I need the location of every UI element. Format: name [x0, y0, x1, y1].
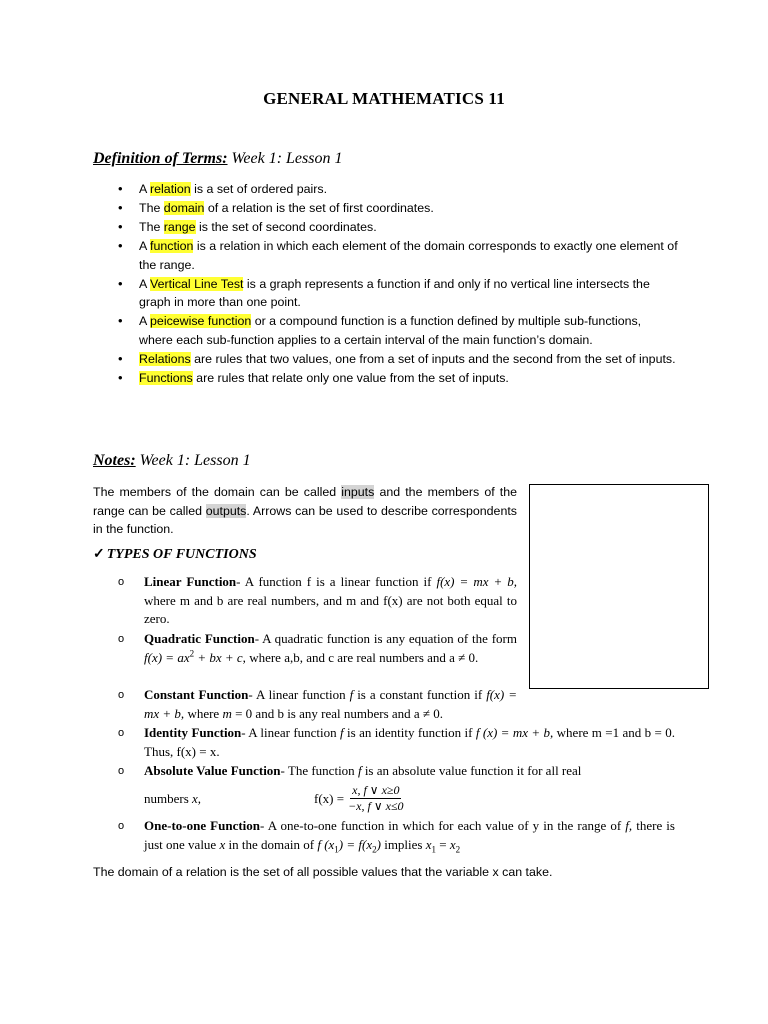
- circle-bullet-icon: o: [118, 689, 125, 701]
- piecewise-top: x, f ∨ x≥0: [352, 783, 400, 797]
- types-heading-label: TYPES OF FUNCTIONS: [106, 547, 257, 562]
- notes-heading-label: Notes:: [93, 452, 136, 469]
- empty-figure-box: [529, 484, 709, 689]
- definition-item: • A function is a relation in which each element of the domain corresponds to exactly one element of the range.: [118, 237, 678, 274]
- piecewise-bottom: −x, f ∨ x≤0: [348, 799, 404, 813]
- page-title: GENERAL MATHEMATICS 11: [263, 89, 505, 108]
- notes-heading-sub: Week 1: Lesson 1: [139, 452, 251, 469]
- circle-bullet-icon: o: [118, 820, 125, 832]
- notes-intro-paragraph: The members of the domain can be called inputs and the members of the range can be called outputs. Arrows can be used to describe correspondents in the function.: [93, 485, 517, 536]
- checkmark-icon: ✓: [93, 547, 105, 562]
- absolute-value-piecewise-formula: f(x) = $\frac{x, f \vee x\ge 0}{-x, f \vee x\le 0}$: [314, 783, 404, 813]
- definition-item: • A Vertical Line Test is a graph represents a function if and only if no vertical line intersects the graph in more than one point.: [118, 275, 678, 312]
- notes-heading: [93, 452, 251, 470]
- definition-item: • A peicewise function or a compound function is a function defined by multiple sub-functions, where each sub-function applies to a certain interval of the main function’s domain.: [118, 312, 678, 349]
- highlighted-term: domain: [163, 201, 205, 215]
- closing-sentence: The domain of a relation is the set of all possible values that the variable x can take.: [93, 865, 553, 879]
- definition-item: • The domain of a relation is the set of first coordinates.: [118, 199, 678, 218]
- definition-heading-label: Definition of Terms:: [93, 150, 228, 167]
- definition-item: • A relation is a set of ordered pairs.: [118, 180, 678, 199]
- circle-bullet-icon: o: [118, 727, 125, 739]
- highlighted-term: Functions: [139, 370, 193, 385]
- highlighted-outputs: outputs: [205, 503, 247, 518]
- definition-item: • The range is the set of second coordinates.: [118, 218, 678, 237]
- circle-bullet-icon: o: [118, 576, 125, 588]
- highlighted-term: Vertical Line Test: [150, 276, 244, 291]
- definition-heading: [93, 150, 342, 168]
- definition-heading-sub: Week 1: Lesson 1: [231, 150, 343, 167]
- highlighted-inputs: inputs: [341, 485, 375, 499]
- definitions-list: [118, 180, 678, 388]
- highlighted-term: relation: [150, 182, 191, 196]
- circle-bullet-icon: o: [118, 633, 125, 645]
- highlighted-term: range: [163, 220, 196, 234]
- document-page: GENERAL MATHEMATICS 11 Definition of Terms: Week 1: Lesson 1 • A relation is a set of ordered pairs. • The domain of a relation is the set of first coordinates. • The range is the set of second coordinates. • A function is a relation in which each element of the domain corresponds to exactly one element of the range. • A Vertical Line Test is a graph represents a function if and only if no vertical line intersects the graph in more than one point. • A peicewise function or a compound function is a function defined by multiple sub-functions, where each sub-function applies to a certain interval of the main function’s domain. • Relations are rules that two values, one from a set of inputs and the second from the set of inputs. • Functions are rules that relate only one value from the set of inputs. Notes: Week 1: Lesson 1 The members of the domain can be called inputs and the members of the range can be called outputs. Arrows can be used to describe correspondents in the function. ✓ TYPES OF FUNCTIONS o Linear Function- A function f is a linear function if f(x) = mx + b, where m and b are real numbers, and m and f(x) are not both equal to zero. o Quadratic Function- A quadratic function is any equation of the form $f(x) = ax^2$ + bx + c, where a,b, and c are real numbers and a ≠ 0. o Constant Function- A linear function f is a constant function if f(x) = mx + b, where m = 0 and b is any real numbers and a ≠ 0. o Identity Function- A linear function f is an identity function if f (x) = mx + b, where m =1 and b = 0. Thus, f(x) = x. o Absolute Value Function- The function f is an absolute value function it for all real numbers x, f(x) = $\frac{x, f \vee x\ge 0}{-x, f \vee x\le 0}$ o One-to-one Function- A one-to-one function in which for each value of y in the range of f, there is just one value x in the domain of f $(x_1) = f(x_2)$ implies $x_1 = x_2$ The domain of a relation is the set of all possible values that the variable x can take.: [0, 0, 768, 1024]
- definition-item: • Relations are rules that two values, one from a set of inputs and the second from the set of inputs.: [118, 350, 678, 369]
- circle-bullet-icon: o: [118, 765, 125, 777]
- types-heading: [93, 546, 257, 563]
- definition-item: • Functions are rules that relate only one value from the set of inputs.: [118, 369, 678, 388]
- highlighted-term: function: [150, 239, 194, 253]
- highlighted-term: Relations: [139, 351, 191, 366]
- highlighted-term: peicewise function: [150, 314, 252, 328]
